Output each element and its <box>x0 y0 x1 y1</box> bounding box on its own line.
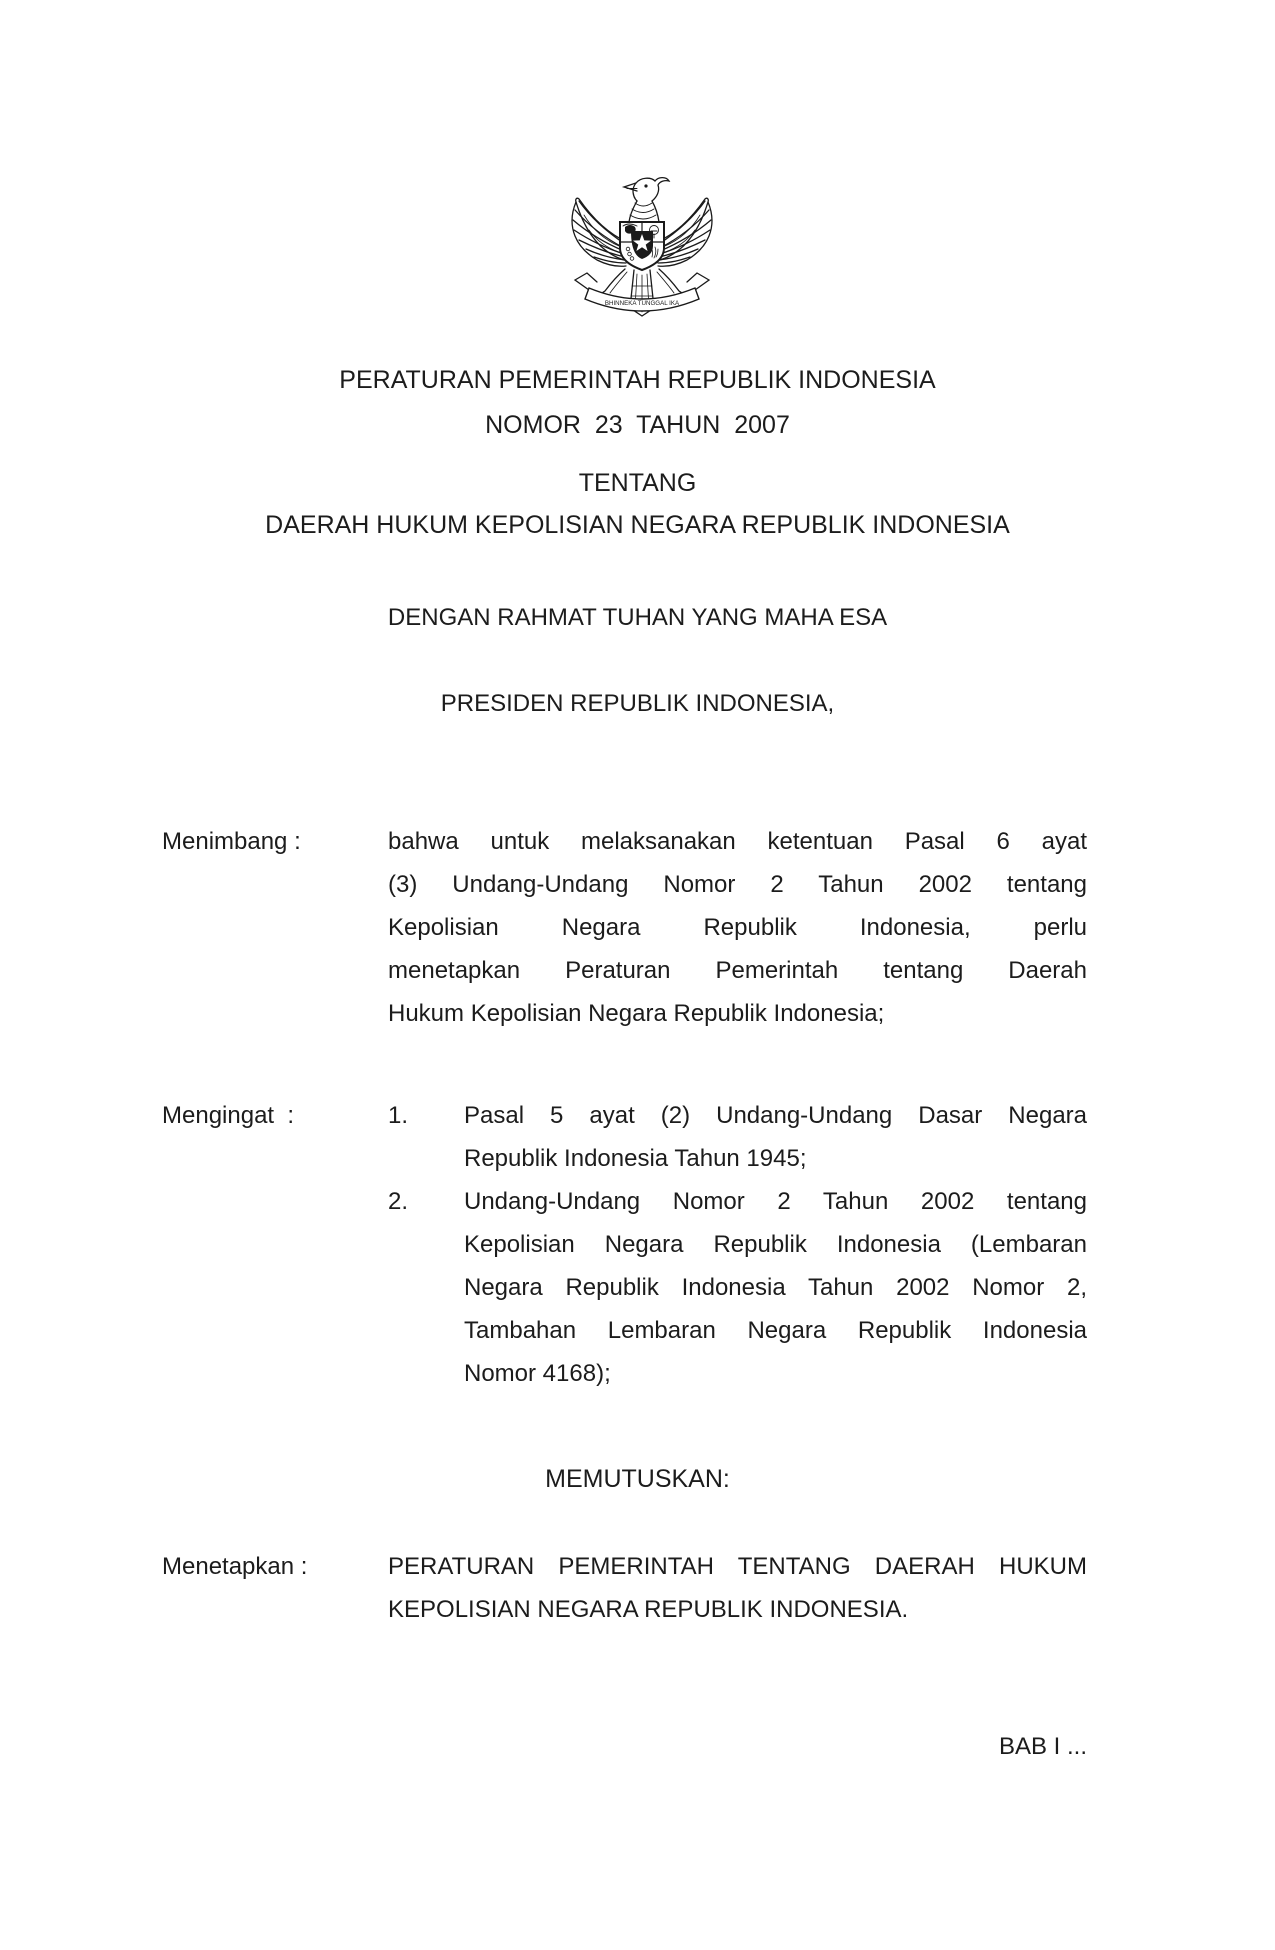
mengingat-line: Negara Republik Indonesia Tahun 2002 Nomor 2, <box>464 1274 1087 1301</box>
menetapkan-body <box>388 1545 1087 1631</box>
authority-line: PRESIDEN REPUBLIK INDONESIA, <box>440 690 835 717</box>
invocation-line: DENGAN RAHMAT TUHAN YANG MAHA ESA <box>387 604 888 631</box>
menimbang-line: bahwa untuk melaksanakan ketentuan Pasal 6 ayat <box>388 828 1087 855</box>
item-text <box>464 1180 1087 1395</box>
menimbang-line: Kepolisian Negara Republik Indonesia, perlu <box>388 914 1087 941</box>
garuda-pancasila-emblem <box>567 166 717 334</box>
subject-line: DAERAH HUKUM KEPOLISIAN NEGARA REPUBLIK INDONESIA <box>265 511 1010 539</box>
emblem-motto-text: BHINNEKA TUNGGAL IKA <box>604 300 680 307</box>
mengingat-section <box>162 1094 1087 1395</box>
menimbang-line: menetapkan Peraturan Pemerintah tentang Daerah <box>388 957 1087 984</box>
mengingat-item-2 <box>388 1180 1087 1395</box>
menimbang-body <box>388 820 1087 1035</box>
item-number: 1. <box>388 1102 409 1129</box>
mengingat-line: Tambahan Lembaran Negara Republik Indonesia <box>464 1317 1087 1344</box>
mengingat-item-1 <box>388 1094 1087 1180</box>
mengingat-label: Mengingat : <box>162 1102 295 1129</box>
menimbang-line: Hukum Kepolisian Negara Republik Indonesia; <box>388 1000 885 1027</box>
subject-block <box>0 462 1275 546</box>
mengingat-line: Pasal 5 ayat (2) Undang-Undang Dasar Negara <box>464 1102 1087 1129</box>
menetapkan-line: PERATURAN PEMERINTAH TENTANG DAERAH HUKUM <box>388 1553 1087 1580</box>
mengingat-line: Nomor 4168); <box>464 1360 611 1387</box>
menetapkan-section <box>162 1545 1087 1631</box>
continuation-marker: BAB I ... <box>998 1733 1087 1760</box>
item-text <box>464 1094 1087 1180</box>
tentang-label: TENTANG <box>578 469 697 497</box>
menimbang-section <box>162 820 1087 1035</box>
mengingat-line: Undang-Undang Nomor 2 Tahun 2002 tentang <box>464 1188 1087 1215</box>
menetapkan-line: KEPOLISIAN NEGARA REPUBLIK INDONESIA. <box>388 1596 909 1623</box>
mengingat-line: Republik Indonesia Tahun 1945; <box>464 1145 807 1172</box>
memutuskan-heading: MEMUTUSKAN: <box>545 1465 730 1493</box>
menetapkan-label: Menetapkan : <box>162 1553 308 1580</box>
menimbang-line: (3) Undang-Undang Nomor 2 Tahun 2002 tentang <box>388 871 1087 898</box>
mengingat-list <box>388 1094 1087 1395</box>
mengingat-line: Kepolisian Negara Republik Indonesia (Lembaran <box>464 1231 1087 1258</box>
document-title <box>0 358 1275 448</box>
item-number: 2. <box>388 1188 409 1215</box>
title-line-1: PERATURAN PEMERINTAH REPUBLIK INDONESIA <box>339 366 936 394</box>
title-line-2: NOMOR 23 TAHUN 2007 <box>485 411 790 439</box>
menimbang-label: Menimbang : <box>162 828 301 855</box>
